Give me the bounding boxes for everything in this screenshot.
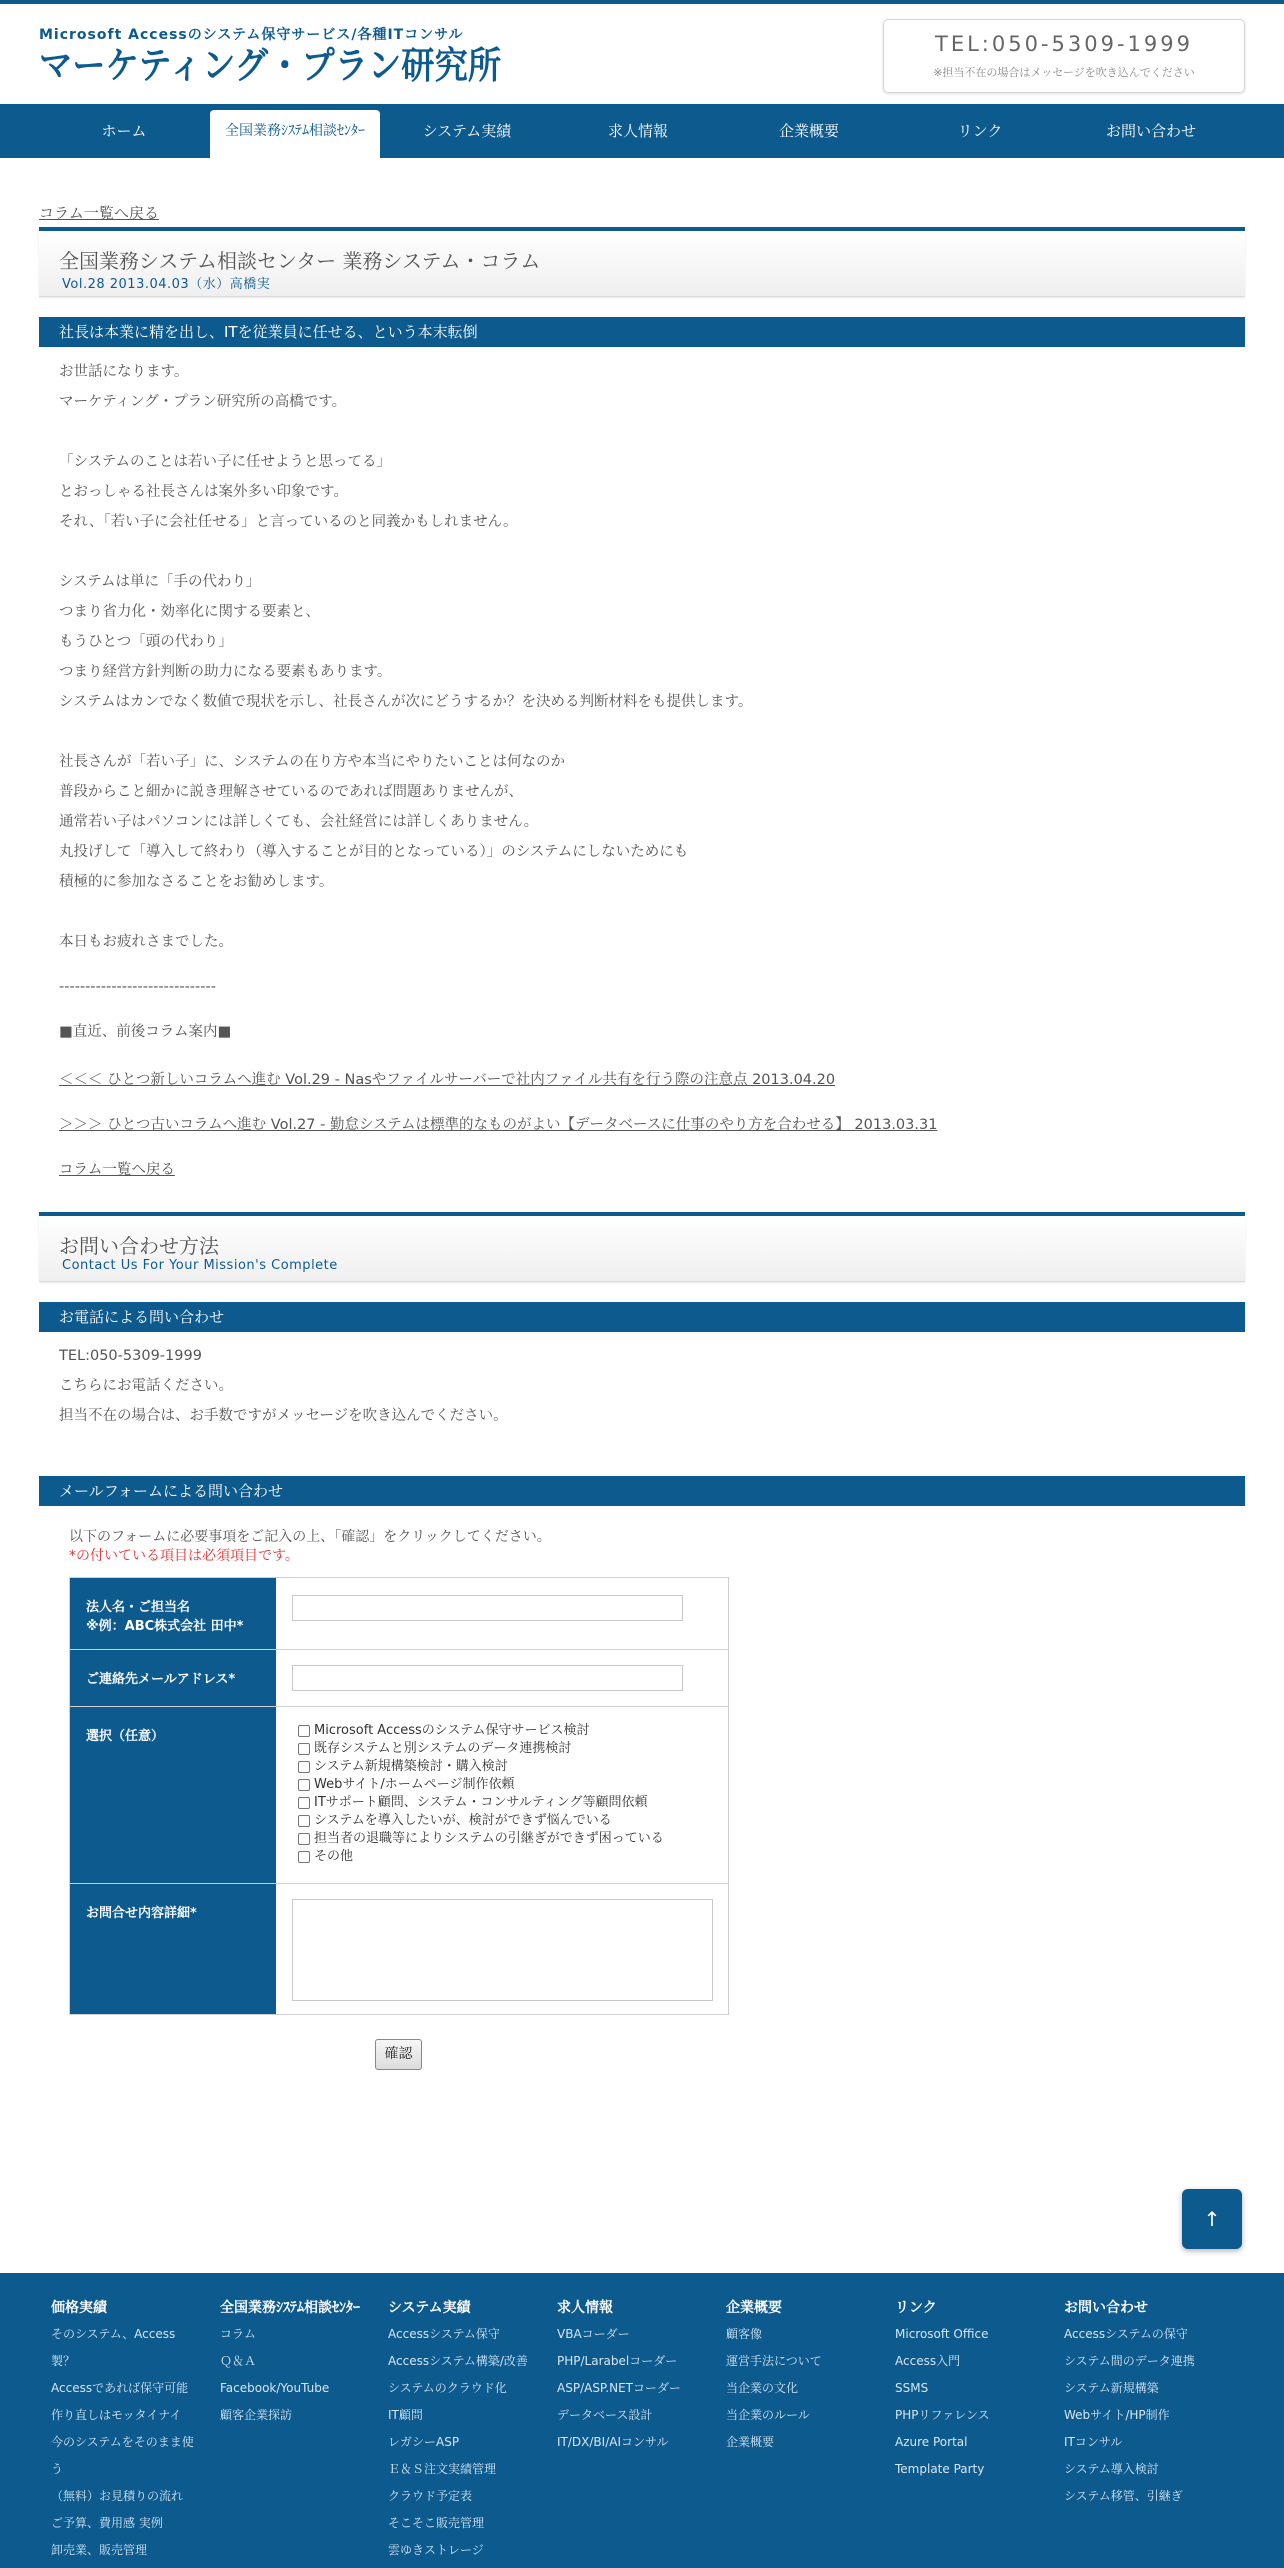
nav-links[interactable]: リンク <box>957 122 1003 140</box>
footer-link[interactable]: そこそこ販売管理 <box>388 2516 485 2530</box>
option-label: 担当者の退職等によりシステムの引継ぎができず困っている <box>314 1831 664 1846</box>
site-logo[interactable] <box>39 24 553 88</box>
footer-link[interactable]: 雲ゆきストレージ <box>388 2543 484 2557</box>
detail-textarea[interactable] <box>292 1899 713 2001</box>
footer-link[interactable]: Access入門 <box>895 2354 961 2368</box>
footer-link[interactable]: 運営手法について <box>726 2354 822 2368</box>
text-line: 担当不在の場合は、お手数ですがメッセージを吹き込んでください。 <box>59 1408 508 1424</box>
option-handover[interactable] <box>298 1830 664 1848</box>
text-line: とおっしゃる社長さんは案外多い印象です。 <box>59 484 348 500</box>
footer-link[interactable]: Ｑ＆Ａ <box>220 2354 257 2368</box>
text-line: 丸投げして「導入して終わり（導入することが目的となっている）」のシステムにしないためにも <box>59 844 689 860</box>
footer-heading[interactable]: 求人情報 <box>557 2300 613 2316</box>
checkbox[interactable] <box>298 1797 310 1809</box>
column-paragraph-4 <box>59 747 1209 897</box>
form-row-email <box>70 1650 728 1707</box>
footer-link[interactable]: システムのクラウド化 <box>388 2381 507 2395</box>
option-other[interactable] <box>298 1848 353 1866</box>
footer-link[interactable]: Accessであれば保守可能 <box>51 2381 189 2395</box>
site-footer <box>0 2273 1284 2568</box>
column-paragraph-3 <box>59 567 1209 717</box>
footer-link[interactable]: ITコンサル <box>1064 2435 1123 2449</box>
back-to-columns-link-bottom[interactable]: コラム一覧へ戻る <box>59 1162 175 1178</box>
footer-link[interactable]: IT顧問 <box>388 2408 423 2422</box>
form-row-name <box>70 1578 728 1650</box>
text-line: システムは単に「手の代わり」 <box>59 574 261 590</box>
footer-col-company <box>726 2297 891 2456</box>
name-label <box>70 1578 276 1649</box>
phone-contact-heading: お電話による問い合わせ <box>39 1302 1245 1332</box>
column-title-box <box>39 227 1245 297</box>
footer-link[interactable]: PHP/Larabelコーダー <box>557 2354 678 2368</box>
footer-heading[interactable]: リンク <box>895 2300 937 2316</box>
back-to-top-button[interactable]: ↑ <box>1182 2189 1242 2249</box>
footer-link[interactable]: IT/DX/BI/AIコンサル <box>557 2435 669 2449</box>
text-line: つまり経営方針判断の助力になる要素もあります。 <box>59 664 392 680</box>
option-label: システムを導入したいが、検討ができず悩んでいる <box>314 1813 612 1828</box>
column-heading: 社長は本業に精を出し、ITを従業員に任せる、という本末転倒 <box>39 317 1245 347</box>
closing-text: 本日もお疲れさまでした。 <box>59 934 233 950</box>
text-line: お世話になります。 <box>59 364 189 380</box>
footer-link[interactable]: Accessシステム保守 <box>388 2327 500 2341</box>
footer-link[interactable]: システム新規構築 <box>1064 2381 1159 2395</box>
footer-link[interactable]: PHPリファレンス <box>895 2408 990 2422</box>
email-input[interactable] <box>292 1665 683 1691</box>
footer-link[interactable]: データベース設計 <box>557 2408 653 2422</box>
checkbox[interactable] <box>298 1743 310 1755</box>
option-label: システム新規構築検討・購入検討 <box>314 1759 508 1774</box>
phone-box <box>883 19 1245 93</box>
nav-home[interactable]: ホーム <box>101 122 147 140</box>
footer-col-pricing <box>51 2297 216 2564</box>
option-label: ITサポート顧問、システム・コンサルティング等顧問依頼 <box>314 1795 648 1810</box>
name-label-line-2: ※例：ABC株式会社 田中* <box>86 1619 244 1634</box>
logo-subtitle: Microsoft Accessのシステム保守サービス/各種ITコンサル <box>39 27 464 43</box>
footer-link[interactable]: （無料）お見積りの流れ <box>51 2489 184 2503</box>
footer-link[interactable]: 製？ <box>51 2354 76 2368</box>
footer-col-jobs <box>557 2297 722 2456</box>
footer-link[interactable]: 企業概要 <box>726 2435 775 2449</box>
footer-col-links <box>895 2297 1060 2483</box>
confirm-button[interactable]: 確認 <box>375 2039 422 2070</box>
footer-link[interactable]: ASP/ASP.NETコーダー <box>557 2381 682 2395</box>
footer-link[interactable]: 当企業のルール <box>726 2408 810 2422</box>
checkbox[interactable] <box>298 1725 310 1737</box>
checkbox[interactable] <box>298 1815 310 1827</box>
footer-link[interactable]: SSMS <box>895 2381 929 2395</box>
column-subtitle: Vol.28 2013.04.03（水）高橋実 <box>62 277 271 292</box>
form-row-detail <box>70 1884 728 2014</box>
older-column-link[interactable]: ＞＞＞ ひとつ古いコラムへ進む Vol.27 - 勤怠システムは標準的なものがよい【データベースに仕事のやり方を合わせる】 2013.03.31 <box>59 1117 938 1133</box>
footer-link[interactable]: ご予算、費用感 実例 <box>51 2516 163 2530</box>
option-website[interactable] <box>298 1776 515 1794</box>
footer-link[interactable]: Microsoft Office <box>895 2327 989 2341</box>
checkbox[interactable] <box>298 1779 310 1791</box>
column-nav-heading <box>59 1017 1209 1047</box>
option-new-system[interactable] <box>298 1758 508 1776</box>
nav-contact[interactable]: お問い合わせ <box>1105 122 1196 140</box>
site-header <box>0 4 1284 104</box>
footer-heading[interactable]: システム実績 <box>388 2300 471 2316</box>
footer-link[interactable]: Accessシステム構築/改善 <box>388 2354 528 2368</box>
option-data-integration[interactable] <box>298 1740 571 1758</box>
column-divider <box>59 972 1209 1002</box>
footer-link[interactable]: う <box>51 2462 64 2476</box>
column-paragraph-1 <box>59 357 1209 417</box>
footer-link[interactable]: 顧客企業探訪 <box>220 2408 293 2422</box>
text-line: TEL:050-5309-1999 <box>59 1348 202 1364</box>
contact-title: お問い合わせ方法 <box>59 1234 219 1258</box>
required-note: *の付いている項目は必須項目です。 <box>69 1548 299 1564</box>
text-line: 社長さんが「若い子」に、システムの在り方や本当にやりたいことは何なのか <box>59 754 566 770</box>
phone-note: ※担当不在の場合はメッセージを吹き込んでください <box>933 66 1195 79</box>
text-line: つまり省力化・効率化に関する要素と、 <box>59 604 320 620</box>
main-nav <box>0 104 1284 158</box>
footer-link[interactable]: Facebook/YouTube <box>220 2381 330 2395</box>
option-label: 既存システムと別システムのデータ連携検討 <box>314 1741 572 1756</box>
text-line: 通常若い子はパソコンには詳しくても、会社経営には詳しくありません。 <box>59 814 539 830</box>
option-list <box>276 1707 728 1884</box>
contact-title-box <box>39 1212 1245 1282</box>
text-line: もうひとつ「頭の代わり」 <box>59 634 233 650</box>
footer-link[interactable]: Accessシステムの保守 <box>1064 2327 1188 2341</box>
select-label: 選択（任意） <box>70 1707 276 1883</box>
column-closing <box>59 927 1209 957</box>
form-intro-text: 以下のフォームに必要事項をご記入の上、「確認」をクリックしてください。 <box>69 1529 551 1545</box>
column-paragraph-2 <box>59 447 1209 537</box>
footer-link[interactable]: システム導入検討 <box>1064 2462 1159 2476</box>
option-it-advisor[interactable] <box>298 1794 648 1812</box>
checkbox[interactable] <box>298 1833 310 1845</box>
checkbox[interactable] <box>298 1761 310 1773</box>
back-to-columns-link-top[interactable]: コラム一覧へ戻る <box>39 204 159 222</box>
contact-subtitle: Contact Us For Your Mission's Complete <box>62 1258 338 1273</box>
phone-contact-text <box>59 1341 1209 1431</box>
mail-contact-heading: メールフォームによる問い合わせ <box>39 1476 1245 1506</box>
footer-col-center <box>220 2297 385 2429</box>
divider-text: ------------------------------ <box>59 979 216 995</box>
newer-column-link[interactable]: ＜＜＜ ひとつ新しいコラムへ進む Vol.29 - Nasやファイルサーバーで社内ファイル共有を行う際の注意点 2013.04.20 <box>59 1072 836 1088</box>
footer-heading[interactable]: 価格実績 <box>51 2300 107 2316</box>
footer-heading[interactable]: 全国業務ｼｽﾃﾑ相談ｾﾝﾀｰ <box>220 2300 360 2316</box>
nav-consulting-center[interactable]: 全国業務ｼｽﾃﾑ相談ｾﾝﾀｰ <box>210 110 380 158</box>
footer-link[interactable]: 作り直しはモッタイナイ <box>51 2408 182 2422</box>
nav-heading-text: ■直近、前後コラム案内■ <box>59 1024 232 1040</box>
column-title: 全国業務システム相談センター 業務システム・コラム <box>59 249 541 273</box>
option-access-maintenance[interactable] <box>298 1722 590 1740</box>
footer-link[interactable]: 顧客像 <box>726 2327 763 2341</box>
footer-link[interactable]: Ｅ＆Ｓ注文実績管理 <box>388 2462 497 2476</box>
footer-heading[interactable]: 企業概要 <box>726 2300 782 2316</box>
option-label: Webサイト/ホームページ制作依頼 <box>314 1777 515 1792</box>
footer-link[interactable]: レガシーASP <box>388 2435 460 2449</box>
phone-number: TEL:050-5309-1999 <box>935 32 1193 56</box>
option-undecided[interactable] <box>298 1812 612 1830</box>
footer-link[interactable]: Template Party <box>895 2462 985 2476</box>
logo-title: マーケティング・プラン研究所 <box>39 44 502 87</box>
option-label: その他 <box>314 1849 354 1864</box>
footer-link[interactable]: Webサイト/HP制作 <box>1064 2408 1170 2422</box>
checkbox[interactable] <box>298 1851 310 1863</box>
nav-system-results[interactable]: システム実績 <box>422 122 512 140</box>
footer-heading[interactable]: お問い合わせ <box>1064 2300 1148 2316</box>
footer-link[interactable]: クラウド予定表 <box>388 2489 473 2503</box>
footer-link[interactable]: そのシステム、Access <box>51 2327 176 2341</box>
footer-link[interactable]: VBAコーダー <box>557 2327 630 2341</box>
footer-link[interactable]: 今のシステムをそのまま使 <box>51 2435 194 2449</box>
footer-link[interactable]: システム移管、引継ぎ <box>1064 2489 1183 2503</box>
nav-jobs[interactable]: 求人情報 <box>607 122 668 140</box>
nav-company[interactable]: 企業概要 <box>778 122 839 140</box>
footer-col-contact <box>1064 2297 1229 2510</box>
footer-col-system <box>388 2297 553 2564</box>
name-label-line-1: 法人名・ご担当名 <box>86 1600 191 1615</box>
footer-link[interactable]: システム間のデータ連携 <box>1064 2354 1195 2368</box>
footer-link[interactable]: Azure Portal <box>895 2435 968 2449</box>
footer-link[interactable]: コラム <box>220 2327 256 2341</box>
text-line: 「システムのことは若い子に任せようと思ってる」 <box>59 454 392 470</box>
footer-link[interactable]: 当企業の文化 <box>726 2381 799 2395</box>
contact-form <box>69 1577 729 2015</box>
option-label: Microsoft Accessのシステム保守サービス検討 <box>314 1723 590 1738</box>
name-input[interactable] <box>292 1595 683 1621</box>
footer-link[interactable]: 卸売業、販売管理 <box>51 2543 148 2557</box>
text-line: それ、「若い子に会社任せる」と言っているのと同義かもしれません。 <box>59 514 518 530</box>
text-line: マーケティング・プラン研究所の高橋です。 <box>59 394 347 410</box>
form-row-select <box>70 1707 728 1884</box>
text-line: システムはカンでなく数値で現状を示し、社長さんが次にどうするか？を決める判断材料をも提供します。 <box>59 694 753 710</box>
text-line: 普段からこと細かに説き理解させているのであれば問題ありませんが、 <box>59 784 523 800</box>
text-line: 積極的に参加なさることをお勧めします。 <box>59 874 334 890</box>
text-line: こちらにお電話ください。 <box>59 1378 233 1394</box>
detail-label: お問合せ内容詳細* <box>70 1884 276 2014</box>
email-label: ご連絡先メールアドレス* <box>70 1650 276 1706</box>
